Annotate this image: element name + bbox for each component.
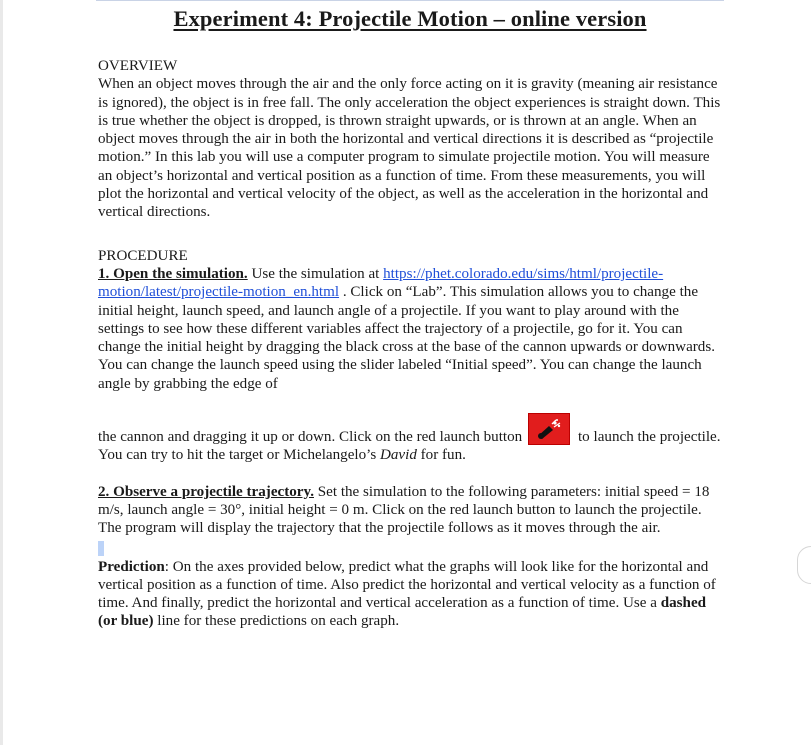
simulation-link[interactable]: https://phet.colorado.edu/sims/html/projectile-motion/latest/projectile-motion_en.html bbox=[98, 265, 664, 301]
step2-text: Set the simulation to the following parameters: initial speed = 18 m/s, launch angle = 30°, initial height = 0 m. Click on the red launch button to launch the projectile. The program will display the trajectory that the projectile follows as it moves through the air. bbox=[98, 483, 710, 537]
overview-heading: OVERVIEW bbox=[98, 58, 178, 74]
page-title: Experiment 4: Projectile Motion – online version bbox=[173, 6, 647, 31]
step1-intro: Use the simulation at bbox=[247, 265, 384, 282]
prediction-text-a: : On the axes provided below, predict what the graphs will look like for the horizontal and vertical position as a function of time. Also predict the horizontal and vertical velocity as a function of time. And finally, predict the horizontal and vertical acceleration as a function of time. Use a bbox=[98, 558, 716, 612]
step1-text-c: to launch the projectile. You can try to hit the target or Michelangelo’s bbox=[98, 429, 721, 464]
step2-title: 2. Observe a projectile trajectory. bbox=[98, 483, 314, 500]
step1-paragraph bbox=[98, 265, 722, 393]
spacer bbox=[98, 465, 722, 483]
launch-button-image bbox=[528, 413, 570, 445]
step1-text-a: . Click on “Lab”. This simulation allows you to change the initial height, launch speed, and launch angle of a projectile. If you want to play around with the settings to see how these different variables affect the trajectory of a projectile, go for it. You can change the initial height by dragging the black cross at the base of the cannon upwards or downwards. You can change the launch speed using the slider labeled “Initial speed”. You can change the launch angle by grabbing the edge of bbox=[98, 284, 715, 392]
page-top-rule bbox=[96, 0, 724, 1]
prediction-text-b: line for these predictions on each graph. bbox=[153, 613, 400, 630]
step1-title: 1. Open the simulation. bbox=[98, 265, 248, 282]
david-text: David bbox=[379, 447, 417, 464]
prediction-label: Prediction bbox=[98, 558, 165, 575]
step1-text-b: the cannon and dragging it up or down. Click on the red launch button bbox=[98, 429, 523, 446]
overview-paragraph: When an object moves through the air and the only force acting on it is gravity (meaning air resistance is ignored), the object is in free fall. The only acceleration the object experiences is straight down. This is true whether the object is dropped, is thrown straight upwards, or is thrown at an angle. When an object moves through the air in both the horizontal and vertical directions it is described as “projectile motion.” In this lab you will use a computer program to simulate projectile motion. You will measure an object’s horizontal and vertical position as a function of time. From these measurements, you will plot the horizontal and vertical velocity of the object, as well as the acceleration in the horizontal and vertical directions. bbox=[98, 76, 721, 221]
side-scroll-handle[interactable] bbox=[797, 546, 811, 584]
procedure-heading: PROCEDURE bbox=[98, 247, 188, 264]
document-body bbox=[98, 5, 722, 631]
page-left-edge bbox=[0, 0, 3, 745]
step1-continued bbox=[98, 413, 722, 465]
prediction-emphasis: dashed (or blue) bbox=[98, 595, 707, 630]
cannon-launch-icon bbox=[535, 418, 563, 440]
prediction-paragraph bbox=[98, 558, 722, 631]
text-cursor-selection[interactable] bbox=[98, 541, 104, 556]
step1-text-d: for fun. bbox=[416, 447, 466, 464]
step2-paragraph bbox=[98, 483, 722, 538]
